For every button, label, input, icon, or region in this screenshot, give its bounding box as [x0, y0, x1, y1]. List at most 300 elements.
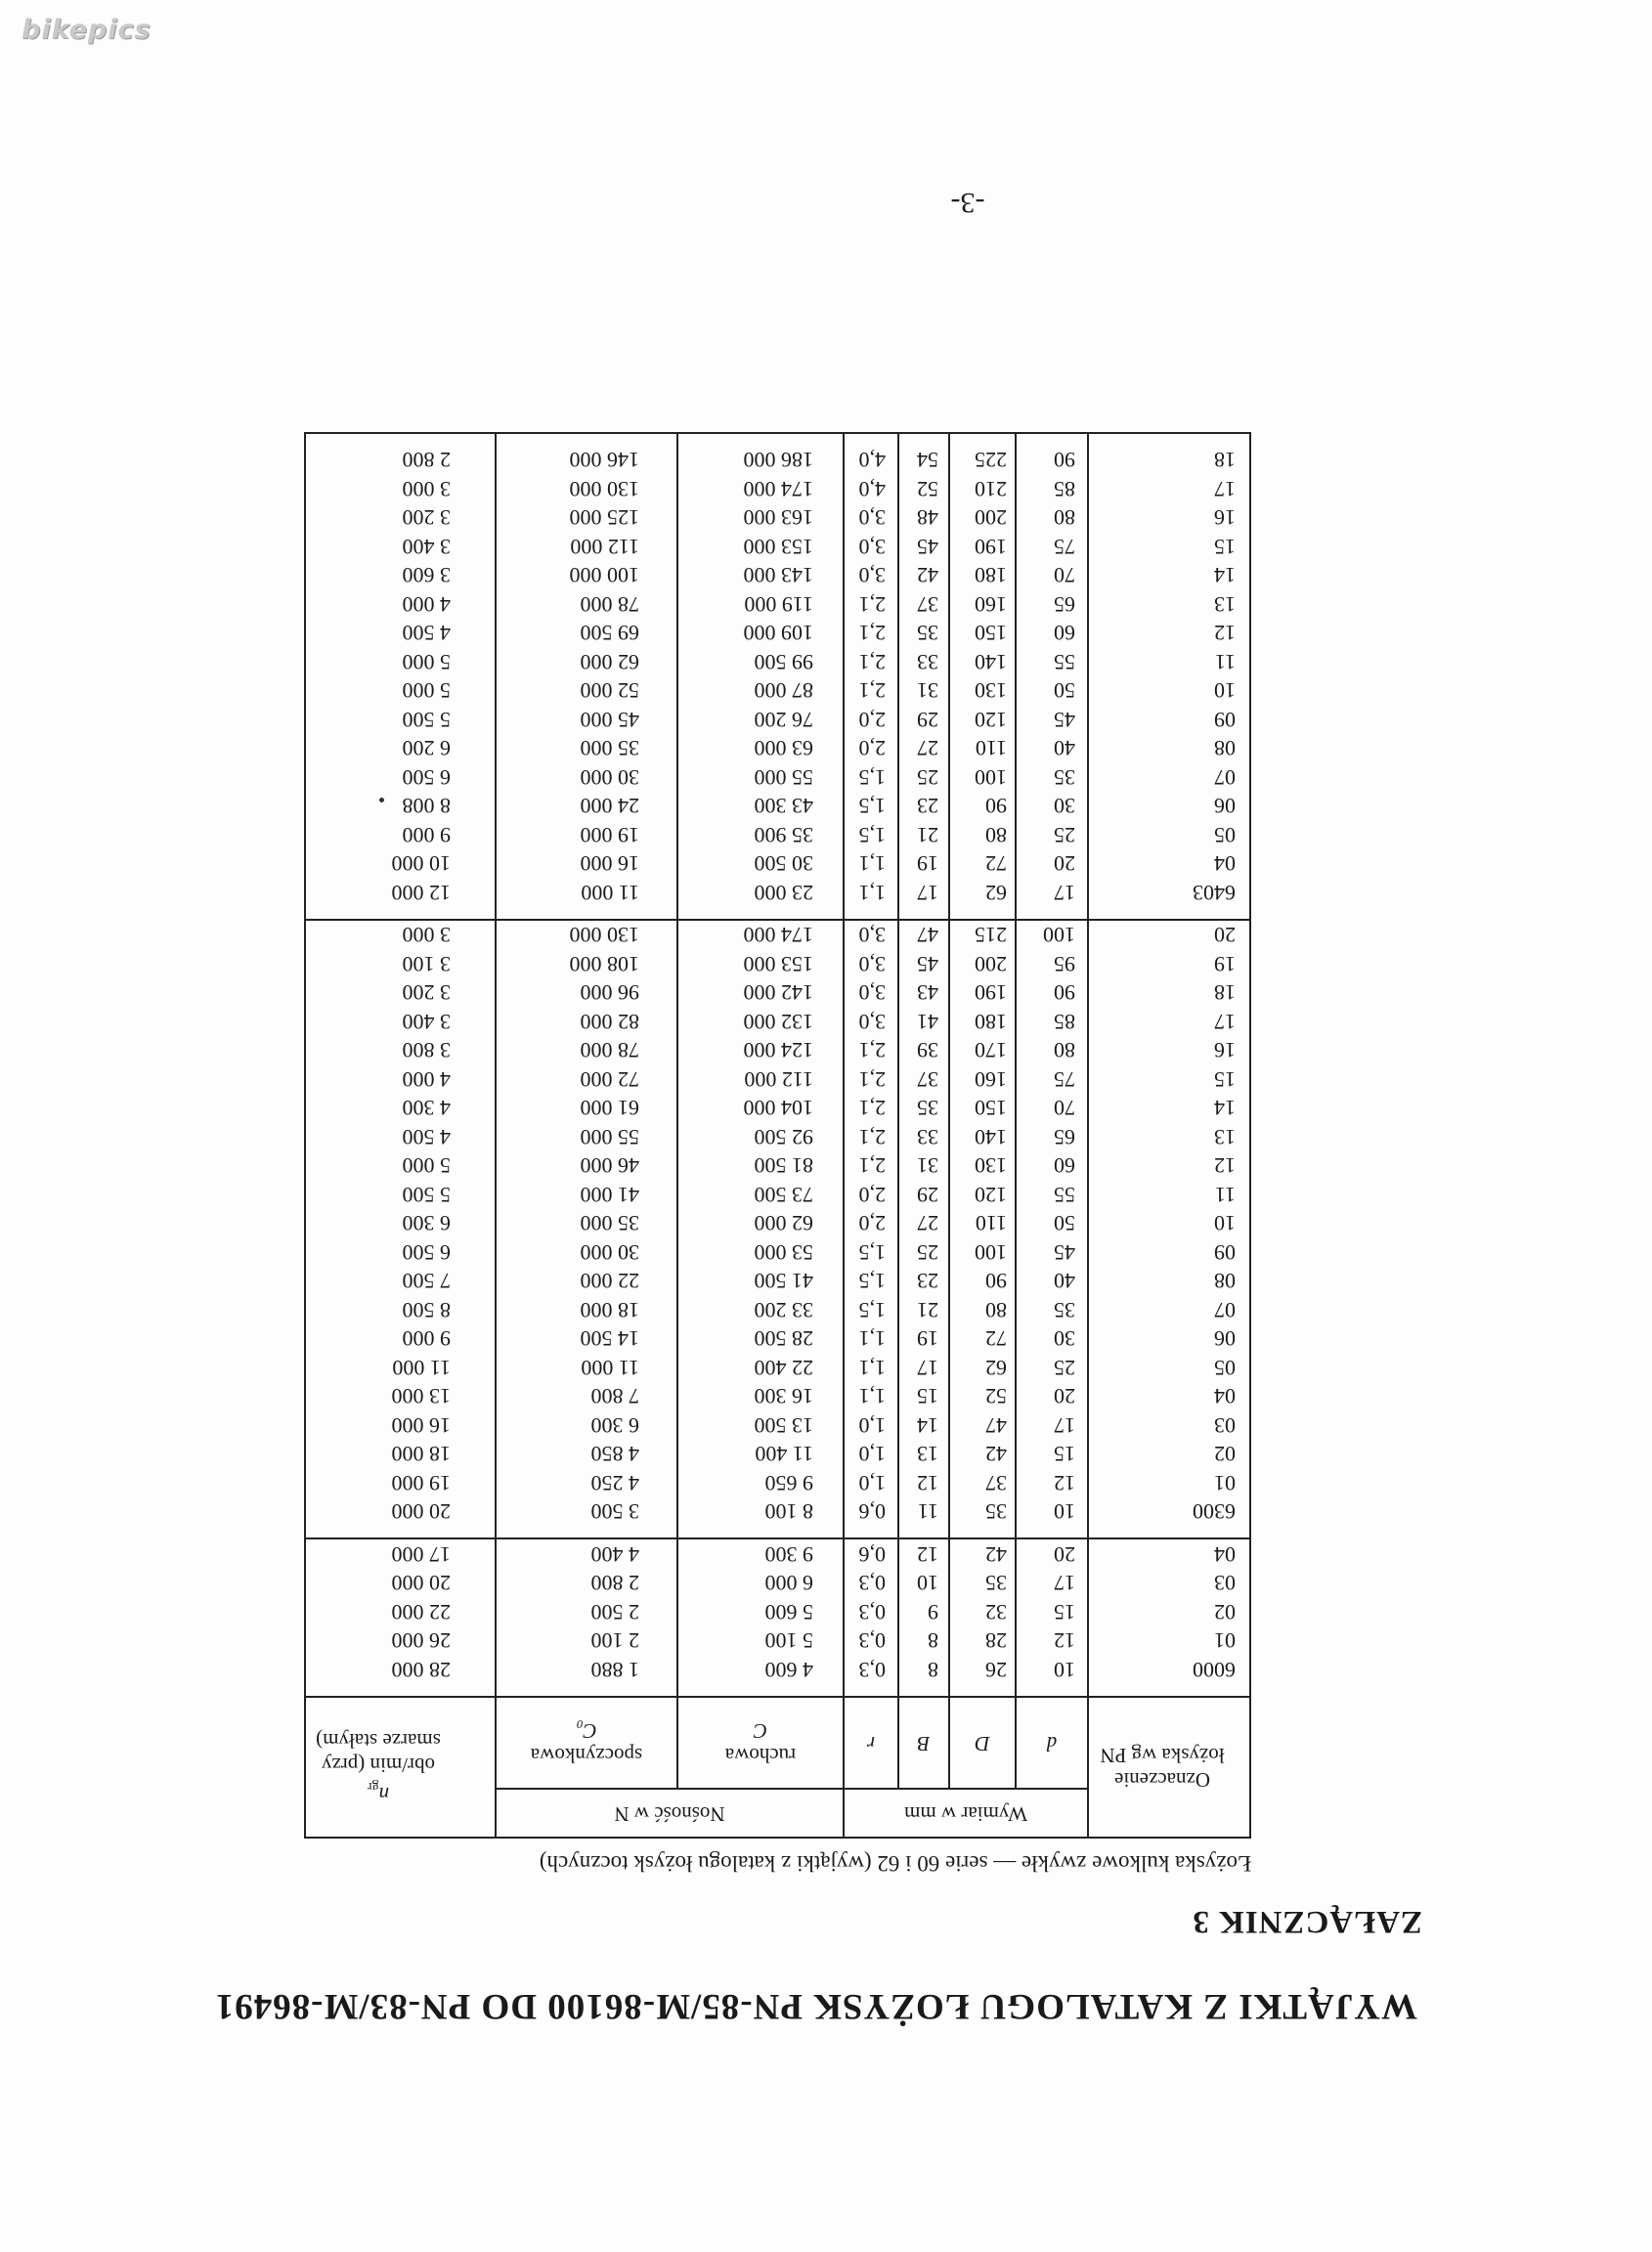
cell-designation: 06: [1088, 792, 1250, 821]
cell-outer-D: 170: [949, 1036, 1016, 1065]
cell-outer-D: 100: [949, 763, 1016, 793]
table-row: [305, 433, 1250, 475]
cell-width-B: 25: [898, 1238, 949, 1268]
cell-radius-r: 3,0: [844, 503, 898, 533]
header-static-capacity: spoczynkowa C₀: [496, 1697, 677, 1789]
cell-outer-D: 80: [949, 1296, 1016, 1325]
cell-d: 30: [1016, 1324, 1088, 1354]
cell-outer-D: 90: [949, 1267, 1016, 1296]
cell-outer-D: 200: [949, 950, 1016, 979]
cell-speed-n: 6 500: [305, 763, 496, 793]
cell-d: 70: [1016, 561, 1088, 590]
cell-designation: 12: [1088, 619, 1250, 648]
cell-width-B: 11: [898, 1497, 949, 1539]
cell-speed-n: 3 400: [305, 533, 496, 562]
cell-width-B: 19: [898, 1324, 949, 1354]
cell-dynamic-C: 109 000: [677, 619, 844, 648]
cell-radius-r: 3,0: [844, 950, 898, 979]
header-n-unit: obr/min (przy smarze stałym): [316, 1729, 441, 1778]
cell-static-C0: 4 400: [496, 1539, 677, 1570]
cell-width-B: 25: [898, 763, 949, 793]
cell-d: 45: [1016, 1238, 1088, 1268]
cell-static-C0: 4 250: [496, 1469, 677, 1498]
cell-d: 17: [1016, 879, 1088, 921]
cell-speed-n: 11 000: [305, 1354, 496, 1383]
cell-radius-r: 2,1: [844, 1036, 898, 1065]
cell-d: 90: [1016, 978, 1088, 1008]
cell-designation: 01: [1088, 1469, 1250, 1498]
cell-static-C0: 18 000: [496, 1296, 677, 1325]
cell-designation: 17: [1088, 475, 1250, 504]
cell-width-B: 9: [898, 1598, 949, 1627]
cell-width-B: 42: [898, 561, 949, 590]
page-number: -3-: [950, 187, 985, 219]
cell-static-C0: 146 000: [496, 433, 677, 475]
bearing-catalog-table: [304, 432, 1251, 1839]
cell-static-C0: 130 000: [496, 920, 677, 950]
cell-dynamic-C: 5 600: [677, 1598, 844, 1627]
cell-dynamic-C: 41 500: [677, 1267, 844, 1296]
cell-speed-n: 3 000: [305, 475, 496, 504]
cell-designation: 04: [1088, 849, 1250, 879]
cell-outer-D: 28: [949, 1626, 1016, 1656]
cell-radius-r: 1,0: [844, 1469, 898, 1498]
cell-dynamic-C: 142 000: [677, 978, 844, 1008]
table-row: [305, 1324, 1250, 1354]
cell-dynamic-C: 35 900: [677, 821, 844, 850]
table-row: [305, 533, 1250, 562]
cell-static-C0: 62 000: [496, 648, 677, 677]
cell-d: 20: [1016, 1539, 1088, 1570]
cell-outer-D: 90: [949, 792, 1016, 821]
header-dimensions: Wymiar w mm: [844, 1789, 1088, 1838]
cell-radius-r: 2,1: [844, 1151, 898, 1181]
cell-radius-r: 3,0: [844, 1008, 898, 1037]
cell-width-B: 14: [898, 1411, 949, 1441]
cell-dynamic-C: 132 000: [677, 1008, 844, 1037]
table-row: [305, 475, 1250, 504]
cell-speed-n: 3 100: [305, 950, 496, 979]
cell-designation: 14: [1088, 1094, 1250, 1123]
cell-dynamic-C: 53 000: [677, 1238, 844, 1268]
cell-static-C0: 19 000: [496, 821, 677, 850]
table-row: [305, 1151, 1250, 1181]
cell-d: 35: [1016, 1296, 1088, 1325]
cell-static-C0: 41 000: [496, 1181, 677, 1210]
cell-static-C0: 14 500: [496, 1324, 677, 1354]
cell-dynamic-C: 62 000: [677, 1209, 844, 1238]
cell-speed-n: 16 000: [305, 1411, 496, 1441]
cell-width-B: 8: [898, 1656, 949, 1698]
cell-radius-r: 1,1: [844, 1354, 898, 1383]
document-title: WYJĄTKI Z KATALOGU ŁOŻYSK PN-85/M-86100 DO PN-83/M-86491: [214, 1986, 1417, 2026]
cell-designation: 19: [1088, 950, 1250, 979]
cell-static-C0: 125 000: [496, 503, 677, 533]
cell-outer-D: 190: [949, 533, 1016, 562]
cell-dynamic-C: 9 650: [677, 1469, 844, 1498]
table-row: [305, 1569, 1250, 1598]
cell-outer-D: 180: [949, 561, 1016, 590]
cell-radius-r: 3,0: [844, 978, 898, 1008]
cell-designation: 11: [1088, 1181, 1250, 1210]
cell-dynamic-C: 55 000: [677, 763, 844, 793]
cell-d: 12: [1016, 1469, 1088, 1498]
cell-outer-D: 62: [949, 1354, 1016, 1383]
cell-width-B: 45: [898, 950, 949, 979]
cell-designation: 18: [1088, 433, 1250, 475]
cell-speed-n: 3 400: [305, 1008, 496, 1037]
cell-width-B: 52: [898, 475, 949, 504]
table-row: [305, 1382, 1250, 1411]
cell-designation: 04: [1088, 1382, 1250, 1411]
cell-dynamic-C: 6 000: [677, 1569, 844, 1598]
cell-width-B: 45: [898, 533, 949, 562]
cell-radius-r: 0,6: [844, 1539, 898, 1570]
cell-d: 20: [1016, 1382, 1088, 1411]
cell-speed-n: 6 300: [305, 1209, 496, 1238]
cell-width-B: 37: [898, 590, 949, 620]
cell-width-B: 33: [898, 1123, 949, 1152]
cell-outer-D: 130: [949, 676, 1016, 706]
cell-dynamic-C: 99 500: [677, 648, 844, 677]
cell-static-C0: 11 000: [496, 1354, 677, 1383]
cell-static-C0: 72 000: [496, 1065, 677, 1095]
cell-static-C0: 78 000: [496, 1036, 677, 1065]
cell-d: 60: [1016, 1151, 1088, 1181]
cell-dynamic-C: 16 300: [677, 1382, 844, 1411]
cell-dynamic-C: 9 300: [677, 1539, 844, 1570]
cell-static-C0: 7 800: [496, 1382, 677, 1411]
cell-width-B: 37: [898, 1065, 949, 1095]
cell-dynamic-C: 28 500: [677, 1324, 844, 1354]
cell-designation: 07: [1088, 763, 1250, 793]
cell-designation: 05: [1088, 821, 1250, 850]
cell-static-C0: 82 000: [496, 1008, 677, 1037]
table-row: [305, 920, 1250, 950]
cell-static-C0: 30 000: [496, 763, 677, 793]
cell-d: 75: [1016, 1065, 1088, 1095]
cell-outer-D: 160: [949, 1065, 1016, 1095]
cell-speed-n: 4 000: [305, 1065, 496, 1095]
table-caption: Łożyska kulkowe zwykłe — serie 60 i 62 (wyjątki z katalogu łożysk tocznych): [539, 1851, 1251, 1876]
table-row: [305, 734, 1250, 763]
cell-static-C0: 35 000: [496, 1209, 677, 1238]
cell-outer-D: 32: [949, 1598, 1016, 1627]
cell-radius-r: 1,5: [844, 1296, 898, 1325]
cell-outer-D: 110: [949, 734, 1016, 763]
cell-outer-D: 80: [949, 821, 1016, 850]
cell-dynamic-C: 153 000: [677, 950, 844, 979]
cell-width-B: 31: [898, 1151, 949, 1181]
cell-width-B: 35: [898, 619, 949, 648]
table-row: [305, 950, 1250, 979]
cell-width-B: 17: [898, 879, 949, 921]
cell-width-B: 10: [898, 1569, 949, 1598]
cell-dynamic-C: 112 000: [677, 1065, 844, 1095]
cell-radius-r: 4,0: [844, 433, 898, 475]
cell-dynamic-C: 23 000: [677, 879, 844, 921]
cell-outer-D: 200: [949, 503, 1016, 533]
cell-static-C0: 130 000: [496, 475, 677, 504]
table-row: [305, 590, 1250, 620]
cell-outer-D: 47: [949, 1411, 1016, 1441]
cell-speed-n: 20 000: [305, 1569, 496, 1598]
cell-dynamic-C: 104 000: [677, 1094, 844, 1123]
cell-designation: 14: [1088, 561, 1250, 590]
cell-designation: 12: [1088, 1151, 1250, 1181]
cell-d: 100: [1016, 920, 1088, 950]
cell-speed-n: 3 200: [305, 978, 496, 1008]
table-row: [305, 763, 1250, 793]
table-row: [305, 1539, 1250, 1570]
cell-static-C0: 45 000: [496, 706, 677, 735]
cell-speed-n: 28 000: [305, 1656, 496, 1698]
cell-outer-D: 150: [949, 1094, 1016, 1123]
cell-dynamic-C: 119 000: [677, 590, 844, 620]
cell-static-C0: 11 000: [496, 879, 677, 921]
header-n-subscript: gr: [367, 1779, 379, 1794]
cell-width-B: 29: [898, 706, 949, 735]
cell-static-C0: 6 300: [496, 1411, 677, 1441]
table-header: [305, 1697, 1250, 1838]
cell-width-B: 39: [898, 1036, 949, 1065]
table-row: [305, 1181, 1250, 1210]
cell-speed-n: 8 008: [305, 792, 496, 821]
cell-width-B: 41: [898, 1008, 949, 1037]
cell-radius-r: 2,1: [844, 590, 898, 620]
cell-width-B: 54: [898, 433, 949, 475]
cell-outer-D: 42: [949, 1539, 1016, 1570]
cell-dynamic-C: 87 000: [677, 676, 844, 706]
cell-speed-n: 2 800: [305, 433, 496, 475]
cell-static-C0: 16 000: [496, 849, 677, 879]
table-row: [305, 503, 1250, 533]
cell-radius-r: 2,1: [844, 1123, 898, 1152]
cell-d: 50: [1016, 1209, 1088, 1238]
cell-radius-r: 2,0: [844, 706, 898, 735]
cell-d: 80: [1016, 503, 1088, 533]
cell-width-B: 43: [898, 978, 949, 1008]
cell-static-C0: 112 000: [496, 533, 677, 562]
cell-width-B: 33: [898, 648, 949, 677]
table-row: [305, 1296, 1250, 1325]
cell-speed-n: 3 800: [305, 1036, 496, 1065]
cell-radius-r: 0,6: [844, 1497, 898, 1539]
cell-d: 10: [1016, 1497, 1088, 1539]
cell-speed-n: 3 000: [305, 920, 496, 950]
cell-outer-D: 72: [949, 1324, 1016, 1354]
cell-dynamic-C: 43 300: [677, 792, 844, 821]
table-row: [305, 1626, 1250, 1656]
header-r: r: [844, 1697, 898, 1789]
cell-speed-n: 4 500: [305, 1123, 496, 1152]
stray-mark: [379, 798, 384, 802]
cell-speed-n: 18 000: [305, 1440, 496, 1469]
header-n-symbol: n: [378, 1783, 390, 1807]
cell-static-C0: 35 000: [496, 734, 677, 763]
cell-designation: 07: [1088, 1296, 1250, 1325]
cell-outer-D: 190: [949, 978, 1016, 1008]
header-d: d: [1016, 1697, 1088, 1789]
cell-width-B: 21: [898, 821, 949, 850]
cell-radius-r: 1,1: [844, 1324, 898, 1354]
table-row: [305, 821, 1250, 850]
cell-outer-D: 180: [949, 1008, 1016, 1037]
cell-static-C0: 61 000: [496, 1094, 677, 1123]
cell-dynamic-C: 81 500: [677, 1151, 844, 1181]
cell-designation: 17: [1088, 1008, 1250, 1037]
cell-radius-r: 3,0: [844, 561, 898, 590]
table-row: [305, 1354, 1250, 1383]
cell-dynamic-C: 73 500: [677, 1181, 844, 1210]
cell-designation: 13: [1088, 1123, 1250, 1152]
cell-dynamic-C: 30 500: [677, 849, 844, 879]
cell-width-B: 35: [898, 1094, 949, 1123]
cell-outer-D: 100: [949, 1238, 1016, 1268]
cell-static-C0: 3 500: [496, 1497, 677, 1539]
cell-d: 50: [1016, 676, 1088, 706]
cell-radius-r: 1,5: [844, 763, 898, 793]
cell-designation: 02: [1088, 1598, 1250, 1627]
cell-designation: 10: [1088, 676, 1250, 706]
cell-radius-r: 1,0: [844, 1440, 898, 1469]
cell-static-C0: 46 000: [496, 1151, 677, 1181]
cell-static-C0: 24 000: [496, 792, 677, 821]
cell-radius-r: 3,0: [844, 533, 898, 562]
cell-radius-r: 1,5: [844, 1238, 898, 1268]
cell-radius-r: 1,5: [844, 792, 898, 821]
cell-width-B: 13: [898, 1440, 949, 1469]
cell-speed-n: 12 000: [305, 879, 496, 921]
cell-designation: 6403: [1088, 879, 1250, 921]
table-row: [305, 1209, 1250, 1238]
cell-outer-D: 130: [949, 1151, 1016, 1181]
table-row: [305, 1598, 1250, 1627]
header-D: D: [949, 1697, 1016, 1789]
cell-dynamic-C: 153 000: [677, 533, 844, 562]
cell-static-C0: 78 000: [496, 590, 677, 620]
cell-d: 35: [1016, 763, 1088, 793]
cell-outer-D: 42: [949, 1440, 1016, 1469]
cell-speed-n: 5 000: [305, 1151, 496, 1181]
cell-d: 25: [1016, 1354, 1088, 1383]
table-row: [305, 1440, 1250, 1469]
cell-width-B: 31: [898, 676, 949, 706]
cell-static-C0: 4 850: [496, 1440, 677, 1469]
header-dynamic-capacity: ruchowa C: [677, 1697, 844, 1789]
cell-outer-D: 225: [949, 433, 1016, 475]
cell-outer-D: 140: [949, 648, 1016, 677]
cell-dynamic-C: 4 600: [677, 1656, 844, 1698]
cell-dynamic-C: 124 000: [677, 1036, 844, 1065]
cell-designation: 16: [1088, 503, 1250, 533]
cell-d: 60: [1016, 619, 1088, 648]
cell-radius-r: 1,1: [844, 879, 898, 921]
cell-outer-D: 72: [949, 849, 1016, 879]
cell-width-B: 12: [898, 1469, 949, 1498]
cell-designation: 16: [1088, 1036, 1250, 1065]
cell-designation: 15: [1088, 1065, 1250, 1095]
table-row: [305, 619, 1250, 648]
table-row: [305, 1094, 1250, 1123]
cell-designation: 15: [1088, 533, 1250, 562]
cell-width-B: 23: [898, 1267, 949, 1296]
cell-speed-n: 6 200: [305, 734, 496, 763]
cell-outer-D: 150: [949, 619, 1016, 648]
cell-radius-r: 2,0: [844, 734, 898, 763]
cell-d: 85: [1016, 475, 1088, 504]
cell-width-B: 27: [898, 1209, 949, 1238]
cell-speed-n: 3 200: [305, 503, 496, 533]
cell-designation: 03: [1088, 1569, 1250, 1598]
cell-designation: 06: [1088, 1324, 1250, 1354]
cell-width-B: 12: [898, 1539, 949, 1570]
cell-designation: 20: [1088, 920, 1250, 950]
cell-speed-n: 9 000: [305, 821, 496, 850]
table-row: [305, 1267, 1250, 1296]
cell-dynamic-C: 8 100: [677, 1497, 844, 1539]
cell-static-C0: 22 000: [496, 1267, 677, 1296]
table-row: [305, 1238, 1250, 1268]
cell-designation: 04: [1088, 1539, 1250, 1570]
table-row: [305, 1656, 1250, 1698]
table-row: [305, 1123, 1250, 1152]
cell-speed-n: 19 000: [305, 1469, 496, 1498]
cell-static-C0: 55 000: [496, 1123, 677, 1152]
cell-designation: 11: [1088, 648, 1250, 677]
cell-d: 10: [1016, 1656, 1088, 1698]
cell-outer-D: 140: [949, 1123, 1016, 1152]
cell-speed-n: 13 000: [305, 1382, 496, 1411]
table-row: [305, 879, 1250, 921]
cell-speed-n: 8 500: [305, 1296, 496, 1325]
cell-dynamic-C: 163 000: [677, 503, 844, 533]
cell-radius-r: 0,3: [844, 1569, 898, 1598]
table-row: [305, 1036, 1250, 1065]
cell-dynamic-C: 22 400: [677, 1354, 844, 1383]
cell-speed-n: 22 000: [305, 1598, 496, 1627]
cell-dynamic-C: 174 000: [677, 920, 844, 950]
cell-designation: 03: [1088, 1411, 1250, 1441]
cell-speed-n: 6 500: [305, 1238, 496, 1268]
cell-speed-n: 20 000: [305, 1497, 496, 1539]
cell-speed-n: 5 000: [305, 676, 496, 706]
table-row: [305, 1411, 1250, 1441]
cell-designation: 09: [1088, 1238, 1250, 1268]
cell-outer-D: 35: [949, 1497, 1016, 1539]
cell-speed-n: 10 000: [305, 849, 496, 879]
cell-speed-n: 5 500: [305, 1181, 496, 1210]
table-row: [305, 1008, 1250, 1037]
table-body: [305, 433, 1250, 1697]
cell-width-B: 29: [898, 1181, 949, 1210]
cell-speed-n: 5 000: [305, 648, 496, 677]
cell-static-C0: 2 500: [496, 1598, 677, 1627]
cell-designation: 02: [1088, 1440, 1250, 1469]
cell-outer-D: 37: [949, 1469, 1016, 1498]
cell-d: 30: [1016, 792, 1088, 821]
table-row: [305, 706, 1250, 735]
cell-width-B: 47: [898, 920, 949, 950]
cell-designation: 01: [1088, 1626, 1250, 1656]
cell-width-B: 48: [898, 503, 949, 533]
cell-radius-r: 1,1: [844, 1382, 898, 1411]
cell-designation: 18: [1088, 978, 1250, 1008]
cell-outer-D: 210: [949, 475, 1016, 504]
cell-speed-n: 9 000: [305, 1324, 496, 1354]
table-row: [305, 978, 1250, 1008]
table-row: [305, 1065, 1250, 1095]
